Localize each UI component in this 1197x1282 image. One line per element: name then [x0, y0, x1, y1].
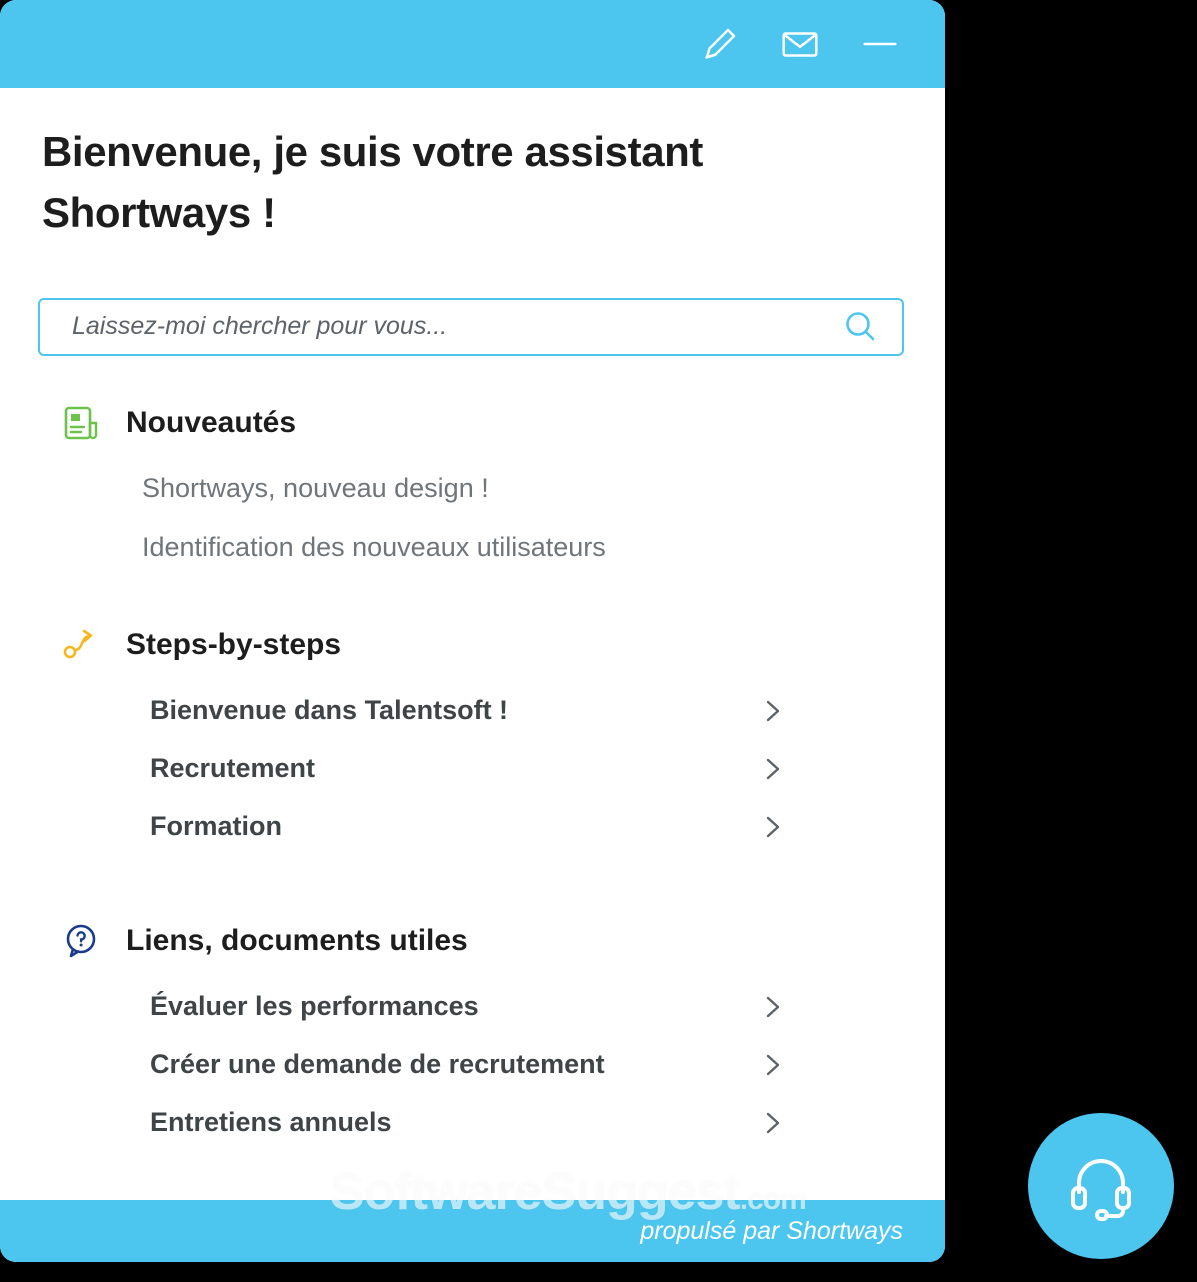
list-item[interactable]: Shortways, nouveau design !: [142, 472, 489, 503]
question-bubble-icon: [58, 918, 104, 964]
news-list: [142, 472, 907, 564]
section-nouveautes: [38, 400, 907, 564]
steps-list: [150, 682, 790, 856]
list-item[interactable]: [150, 740, 790, 798]
chevron-right-icon: [756, 694, 790, 728]
path-arrow-icon: [58, 622, 104, 668]
support-chat-button[interactable]: [1028, 1113, 1174, 1259]
list-item-label: Bienvenue dans Talentsoft !: [150, 695, 509, 726]
list-item-label: Formation: [150, 811, 282, 842]
section-title: Steps-by-steps: [126, 627, 342, 661]
list-item-label: Recrutement: [150, 753, 316, 784]
panel-footer: [0, 1200, 945, 1262]
list-item-label: Créer une demande de recrutement: [150, 1049, 605, 1080]
chevron-right-icon: [756, 1048, 790, 1082]
pencil-icon[interactable]: [697, 21, 743, 67]
section-steps-by-steps: [38, 622, 907, 856]
list-item-label: Évaluer les performances: [150, 991, 479, 1022]
search-box[interactable]: [38, 298, 904, 356]
section-header: [38, 400, 907, 446]
panel-titlebar: [0, 0, 945, 88]
section-header: [38, 918, 907, 964]
list-item[interactable]: [150, 682, 790, 740]
section-title: Nouveautés: [126, 405, 297, 439]
minimize-icon[interactable]: [857, 21, 903, 67]
envelope-icon[interactable]: [777, 21, 823, 67]
list-item[interactable]: [150, 1036, 790, 1094]
search-area: [38, 298, 907, 356]
watermark-text: SoftwareSuggest: [330, 1163, 740, 1221]
search-input[interactable]: [70, 311, 840, 342]
list-item[interactable]: [150, 978, 790, 1036]
watermark-suffix: .com: [739, 1183, 806, 1216]
list-item[interactable]: [150, 1094, 790, 1152]
links-list: [150, 978, 790, 1152]
powered-by-label: propulsé par Shortways: [640, 1216, 903, 1245]
panel-body: [0, 122, 945, 1234]
list-item[interactable]: [150, 798, 790, 856]
chevron-right-icon: [756, 1106, 790, 1140]
news-document-icon: [58, 400, 104, 446]
headset-icon: [1062, 1145, 1140, 1228]
list-item-label: Entretiens annuels: [150, 1107, 392, 1138]
chevron-right-icon: [756, 752, 790, 786]
page-title: Bienvenue, je suis votre assistant Shortways !: [42, 128, 704, 236]
section-title: Liens, documents utiles: [126, 923, 468, 957]
section-liens-documents-utiles: [38, 918, 907, 1152]
chevron-right-icon: [756, 990, 790, 1024]
search-icon[interactable]: [840, 307, 880, 347]
chevron-right-icon: [756, 810, 790, 844]
section-header: [38, 622, 907, 668]
list-item[interactable]: Identification des nouveaux utilisateurs: [142, 531, 606, 562]
